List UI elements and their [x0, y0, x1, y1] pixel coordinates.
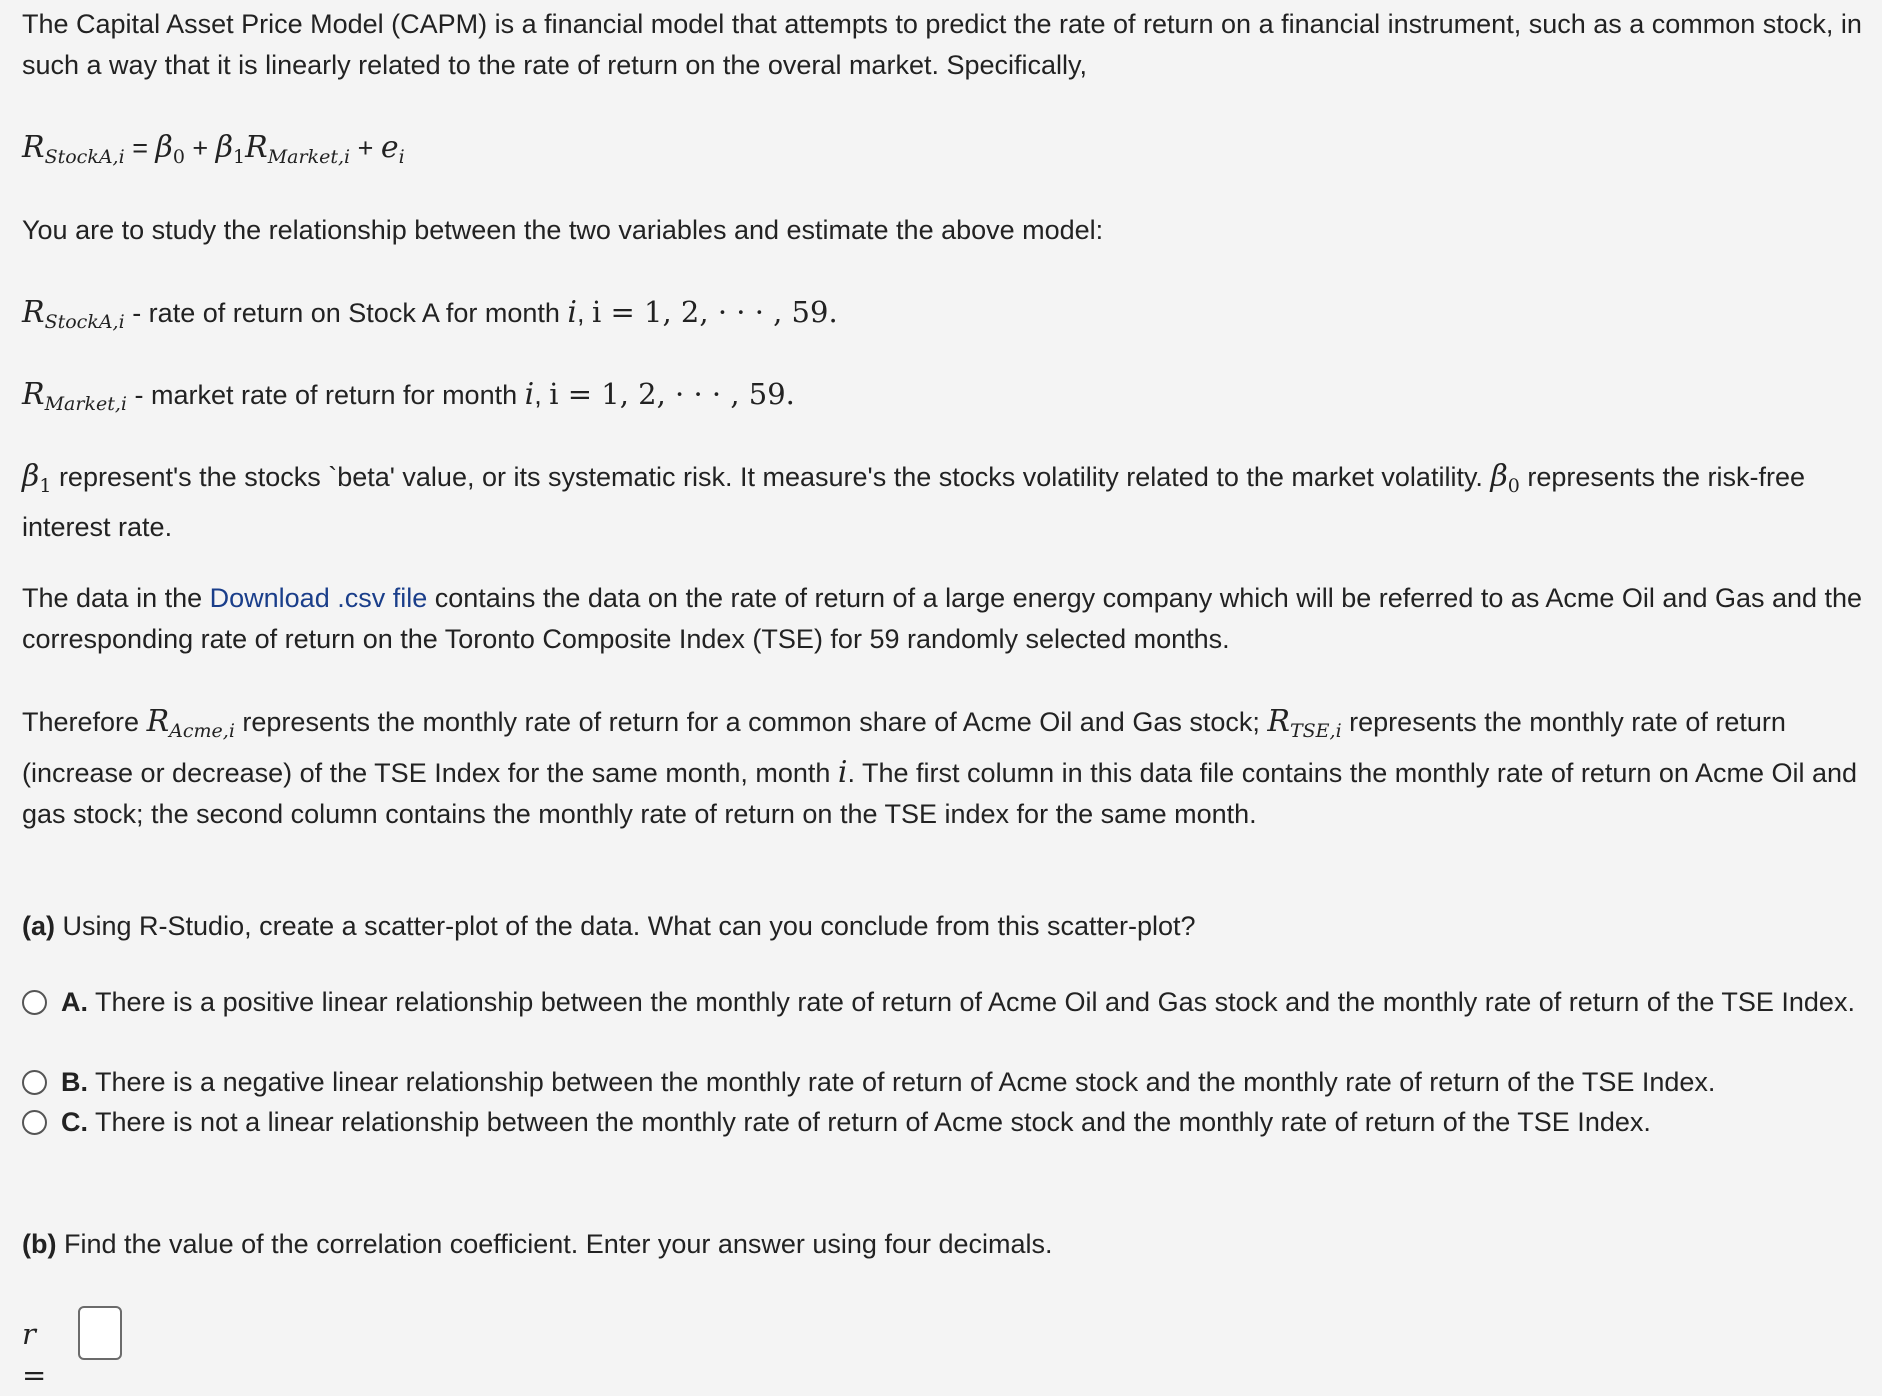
month-range: i = 1, 2, · · · , 59.	[549, 377, 795, 411]
option-c[interactable]: C. There is not a linear relationship between the monthly rate of return of Acme stock and the monthly rate of return of the TSE Index.	[22, 1104, 1874, 1140]
option-b[interactable]: B. There is a negative linear relationship between the monthly rate of return of Acme stock and the monthly rate of return of the TSE Index.	[22, 1064, 1874, 1100]
download-csv-link[interactable]: Download .csv file	[209, 583, 428, 613]
beta-paragraph: $\beta_1$ represent's the stocks `beta' value, or its systematic risk. It measure's the stocks volatility related to the market volatility. $\beta_0$ represents the risk-free interest rate.	[22, 459, 1805, 542]
data-paragraph: The data in the Download .csv file contains the data on the rate of return of a large energy company which will be referred to as Acme Oil and Gas and the corresponding rate of return on the Toronto Composite Index (TSE) for 59 randomly selected months.	[22, 583, 1863, 654]
market-return-definition: $R_{Market,i}$ - market rate of return for month i, i = 1, 2, · · · , 59.	[22, 377, 795, 415]
answer-label: r =	[22, 1317, 47, 1392]
month-range: i = 1, 2, · · · , 59.	[592, 295, 838, 329]
radio-button-a[interactable]	[22, 990, 47, 1015]
radio-button-b[interactable]	[22, 1070, 47, 1095]
study-sentence: You are to study the relationship between the two variables and estimate the above model:	[22, 215, 1104, 245]
capm-equation: $R_{StockA,i} = \beta_0 + \beta_1R_{Market,i} + e_i$	[22, 130, 405, 168]
radio-button-c[interactable]	[22, 1110, 47, 1135]
intro-paragraph: The Capital Asset Price Model (CAPM) is a financial model that attempts to predict the rate of return on a financial instrument, such as a common stock, in such a way that it is linearly related to the rate of return on the overal market. Specifically,	[22, 9, 1862, 80]
part-b-question: (b) Find the value of the correlation coefficient. Enter your answer using four decimals.	[22, 1229, 1053, 1259]
option-a[interactable]: A. There is a positive linear relationship between the monthly rate of return of Acme Oil and Gas stock and the monthly rate of return of the TSE Index.	[22, 984, 1874, 1020]
stock-return-definition: $R_{StockA,i}$ - rate of return on Stock A for month i, i = 1, 2, · · · , 59.	[22, 295, 838, 333]
correlation-input[interactable]	[78, 1306, 122, 1360]
therefore-paragraph: Therefore $R_{Acme,i}$ represents the monthly rate of return for a common share of Acme Oil and Gas stock; $R_{TSE,i}$ represents the monthly rate of return (increase or decrease) of the TSE Index for the same month, month i. The first column in this data file contains the monthly rate of return on Acme Oil and gas stock; the second column contains the monthly rate of return on the TSE index for the same month.	[22, 704, 1858, 829]
part-a-question: (a) Using R-Studio, create a scatter-plot of the data. What can you conclude from this scatter-plot?	[22, 911, 1196, 941]
